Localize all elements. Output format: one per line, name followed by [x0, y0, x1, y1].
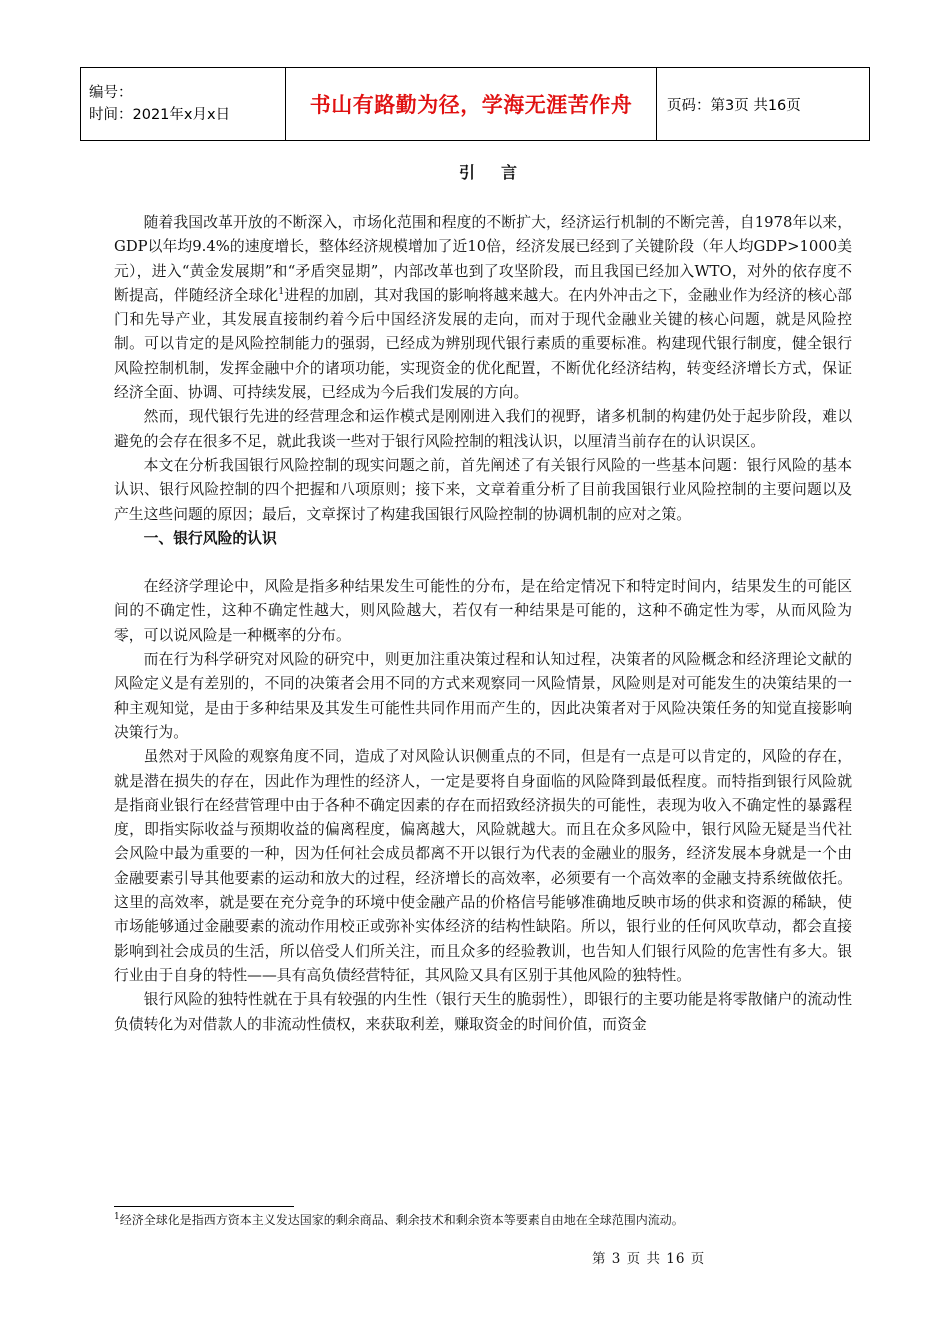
footnote-marker[interactable]: 1 — [278, 286, 285, 297]
section-paragraph-4: 银行风险的独特性就在于具有较强的内生性（银行天生的脆弱性），即银行的主要功能是将零散储户的流动性负债转化为对借款人的非流动性债权，来获取利差，赚取资金的时间价值，而资金 — [114, 991, 852, 1033]
footnote-number: 1 — [114, 1212, 120, 1222]
intro-paragraph-3: 本文在分析我国银行风险控制的现实问题之前，首先阐述了有关银行风险的一些基本问题：银行风险的基本认识、银行风险控制的四个把握和八项原则；接下来，文章着重分析了目前我国银行业风险控制的主要问题以及产生这些问题的原因；最后，文章探讨了构建我国银行风险控制的协调机制的应对之策。 — [114, 456, 852, 523]
document-body — [114, 211, 852, 1037]
section-heading: 一、银行风险的认识 — [143, 529, 277, 547]
section-paragraph-3: 虽然对于风险的观察角度不同，造成了对风险认识侧重点的不同，但是有一点是可以肯定的，风险的存在，就是潜在损失的存在，因此作为理性的经济人，一定是要将自身面临的风险降到最低程度。而特指到银行风险就是指商业银行在经营管理中由于各种不确定因素的存在而招致经济损失的可能性，表现为收入不确定性的暴露程度，即指实际收益与预期收益的偏离程度，偏离越大，风险就越大。而且在众多风险中，银行风险无疑是当代社会风险中最为重要的一种，因为任何社会成员都离不开以银行为代表的金融业的服务，经济发展本身就是一个由金融要素引导其他要素的运动和放大的过程，经济增长的高效率，必须要有一个高效率的金融支持系统做依托。这里的高效率，就是要在充分竞争的环境中使金融产品的价格信号能够准确地反映市场的供求和资源的稀缺，使市场能够通过金融要素的流动作用校正或弥补实体经济的结构性缺陷。所以，银行业的任何风吹草动，都会直接影响到社会成员的生活，所以倍受人们所关注，而且众多的经验教训，也告知人们银行风险的危害性有多大。银行业由于自身的特性——具有高负债经营特征，其风险又具有区别于其他风险的独特性。 — [114, 748, 852, 984]
header-page-info: 页码：第3页 共16页 — [657, 68, 870, 141]
header-left-cell — [81, 68, 286, 141]
header-motto: 书山有路勤为径，学海无涯苦作舟 — [286, 68, 657, 141]
header-table — [80, 67, 870, 141]
document-code-label: 编号： — [89, 85, 133, 101]
page-title: 引言 — [458, 163, 543, 182]
section-paragraph-2: 而在行为科学研究对风险的研究中，则更加注重决策过程和认知过程，决策者的风险概念和经济理论文献的风险定义是有差别的，不同的决策者会用不同的方式来观察同一风险情景，风险则是对可能发生的决策结果的一种主观知觉，是由于多种结果及其发生可能性共同作用而产生的，因此决策者对于风险决策任务的知觉直接影响决策行为。 — [114, 651, 852, 741]
footnote-divider — [114, 1206, 294, 1207]
document-date-label: 时间：2021年x月x日 — [89, 107, 231, 123]
section-paragraph-1: 在经济学理论中，风险是指多种结果发生可能性的分布，是在给定情况下和特定时间内，结果发生的可能区间的不确定性，这种不确定性越大，则风险越大，若仅有一种结果是可能的，这种不确定性为零，从而风险为零，可以说风险是一种概率的分布。 — [114, 578, 852, 644]
intro-paragraph-2: 然而，现代银行先进的经营理念和运作模式是刚刚进入我们的视野，诸多机制的构建仍处于起步阶段，难以避免的会存在很多不足，就此我谈一些对于银行风险控制的粗浅认识，以厘清当前存在的认识误区。 — [114, 408, 852, 450]
footnote — [114, 1211, 852, 1229]
page-footer: 第 3 页 共 16 页 — [592, 1251, 706, 1267]
intro-paragraph-1: 随着我国改革开放的不断深入，市场化范围和程度的不断扩大，经济运行机制的不断完善，自1978年以来，GDP以年均9.4%的速度增长，整体经济规模增加了近10倍，经济发展已经到了关键阶段（年人均GDP>1000美元），进入“黄金发展期”和“矛盾突显期”，内部改革也到了攻坚阶段，而且我国已经加入WTO，对外的依存度不断提高，伴随经济全球化$^1$进程的加剧，其对我国的影响将越来越大。在内外冲击之下，金融业作为经济的核心部门和先导产业，其发展直接制约着今后中国经济发展的走向，而对于现代金融业关键的核心问题，就是风险控制。可以肯定的是风险控制能力的强弱，已经成为辨别现代银行素质的重要标准。构建现代银行制度，健全银行风险控制机制，发挥金融中介的诸项功能，实现资金的优化配置，不断优化经济结构，转变经济增长方式，保证经济全面、协调、可持续发展，已经成为今后我们发展的方向。 — [114, 214, 852, 402]
footnote-text: 经济全球化是指西方资本主义发达国家的剩余商品、剩余技术和剩余资本等要素自由地在全球范围内流动。 — [119, 1213, 684, 1227]
